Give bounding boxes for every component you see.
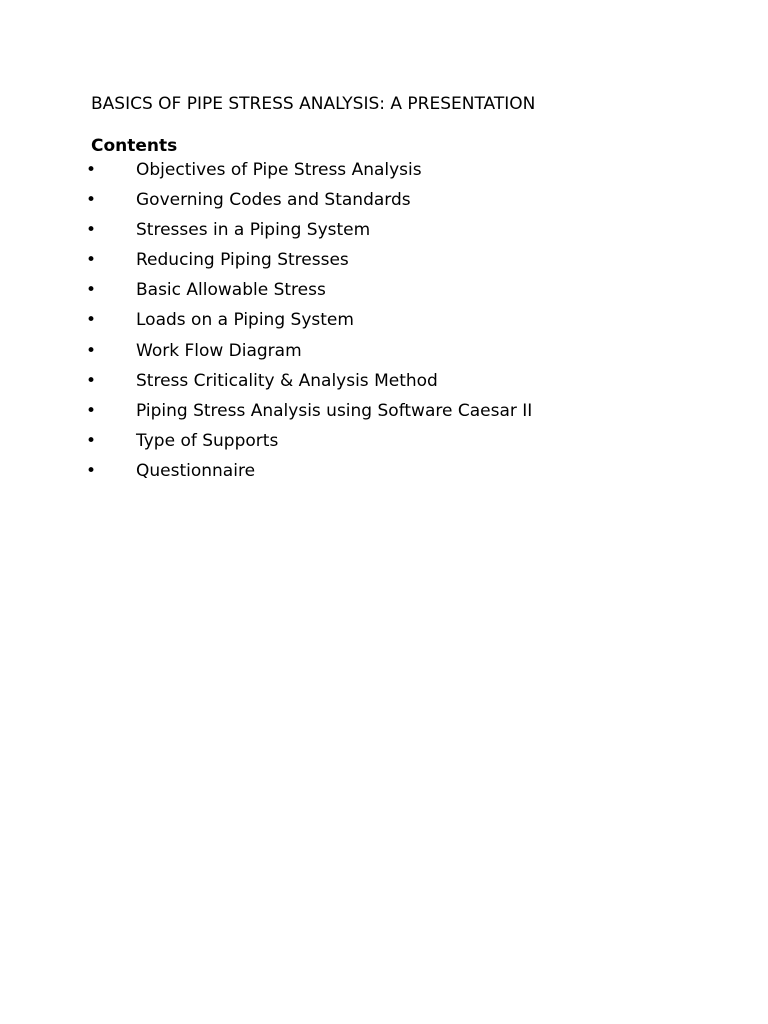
list-item-label: Reducing Piping Stresses [136, 250, 349, 271]
list-item-label: Governing Codes and Standards [136, 190, 411, 211]
bullet-icon: • [85, 280, 97, 301]
bullet-icon: • [85, 460, 97, 481]
list-item-label: Basic Allowable Stress [136, 280, 326, 301]
contents-heading: Contents [91, 136, 178, 156]
bullet-icon: • [85, 370, 97, 391]
bullet-icon: • [85, 310, 97, 331]
list-item-label: Type of Supports [136, 430, 279, 451]
list-item-label: Loads on a Piping System [136, 310, 354, 331]
bullet-icon: • [85, 190, 97, 211]
bullet-icon: • [85, 160, 97, 180]
bullet-icon: • [85, 400, 97, 421]
bullet-icon: • [85, 220, 97, 241]
list-item-label: Stresses in a Piping System [136, 220, 371, 241]
list-item-label: Piping Stress Analysis using Software Caesar II [136, 400, 533, 421]
list-item-label: Work Flow Diagram [136, 340, 302, 361]
list-item-label: Stress Criticality & Analysis Method [136, 370, 438, 391]
list-item-label: Objectives of Pipe Stress Analysis [136, 160, 422, 180]
bullet-icon: • [85, 430, 97, 451]
bullet-icon: • [85, 250, 97, 271]
list-item-label: Questionnaire [136, 460, 256, 481]
document-title: BASICS OF PIPE STRESS ANALYSIS: A PRESENTATION [91, 94, 536, 114]
bullet-icon: • [85, 340, 97, 361]
